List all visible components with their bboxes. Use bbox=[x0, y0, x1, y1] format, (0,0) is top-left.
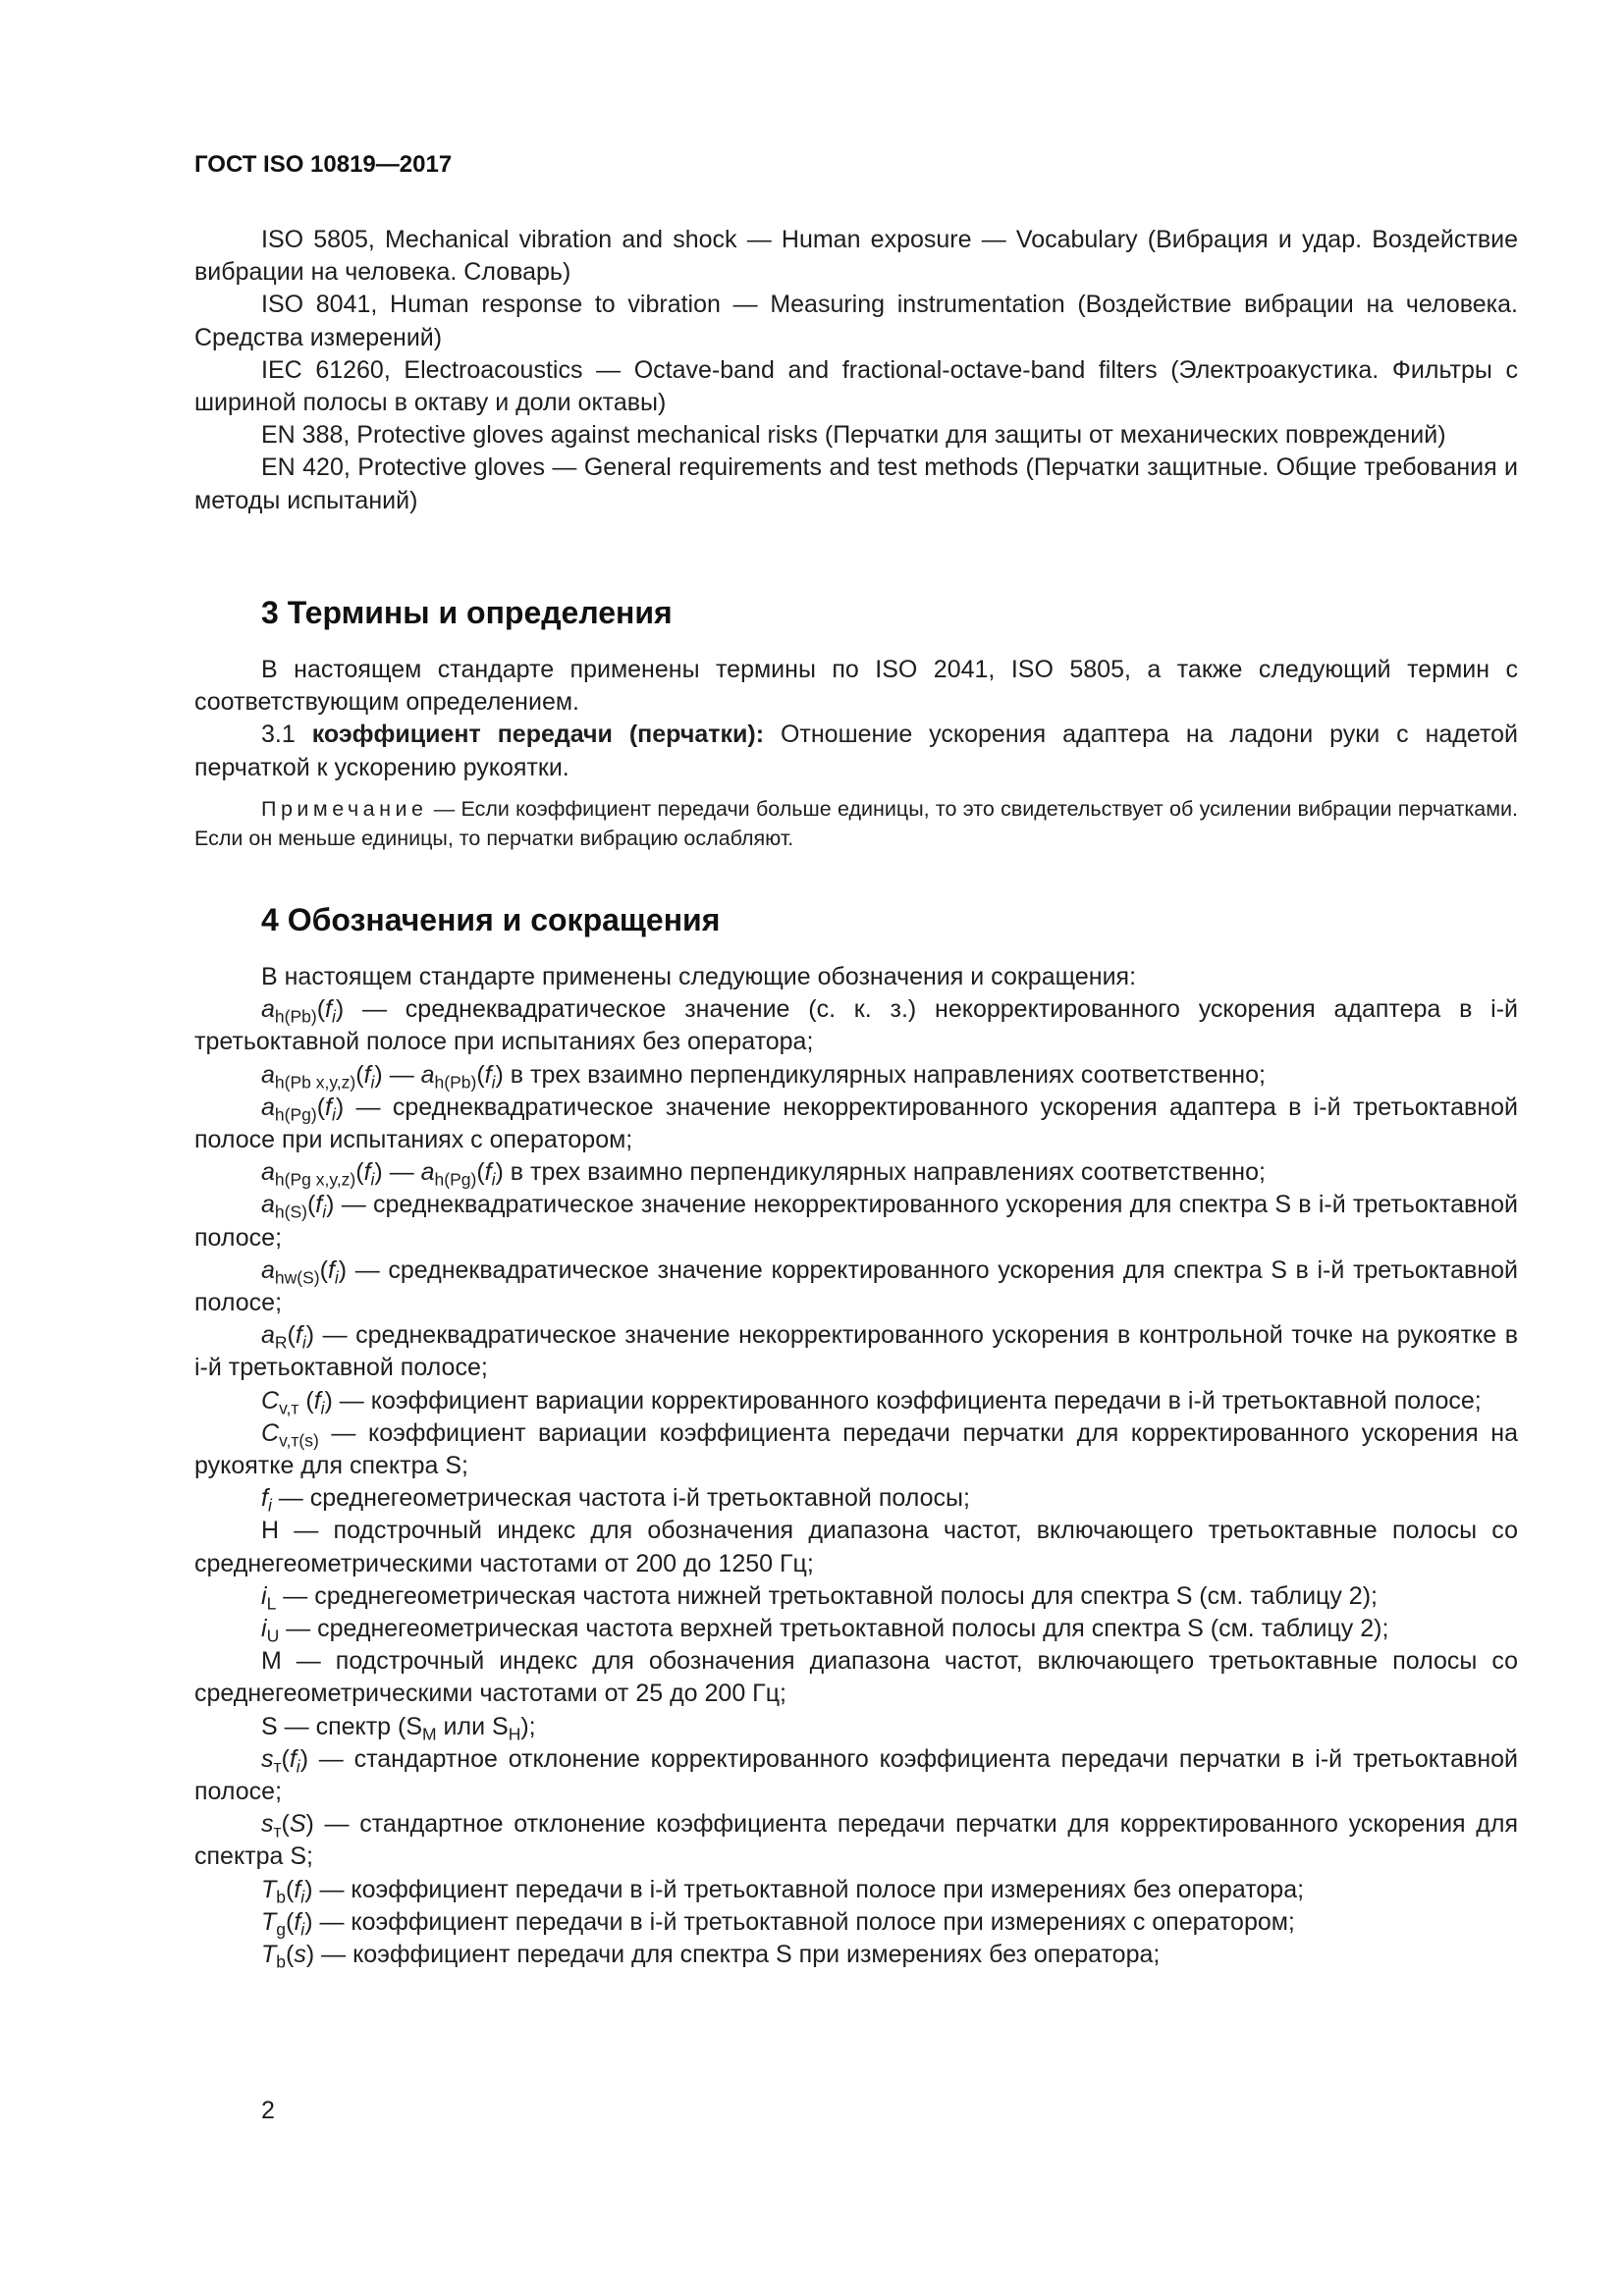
normative-references bbox=[194, 224, 1518, 517]
term-number: 3.1 bbox=[261, 721, 296, 749]
symbol-entry: $C_{v,т}$ $(f_i)$ — коэффициент вариации корректированного коэффициента передачи в i-й третьоктавной полосе; bbox=[261, 1386, 1482, 1417]
symbol-entry: $s_т(S)$ — стандартное отклонение коэффициента передачи перчатки для корректированного ускорения для спектра S; bbox=[194, 1810, 1518, 1871]
symbol-entry: $T_b(s)$ — коэффициент передачи для спектра S при измерениях без оператора; bbox=[261, 1941, 1161, 1972]
reference-item: EN 388, Protective gloves against mechanical risks (Перчатки для защиты от механических повреждений) bbox=[261, 421, 1446, 450]
section-4-intro: В настоящем стандарте применены следующие обозначения и сокращения: bbox=[261, 963, 1137, 990]
symbol-entry: М — подстрочный индекс для обозначения диапазона частот, включающего третьоктавные полосы со среднегеометрическими частотами от 25 до 200 Гц; bbox=[194, 1647, 1518, 1708]
term-definition bbox=[194, 719, 1518, 783]
section-4-body bbox=[194, 961, 1518, 1971]
symbol-entry: Н — подстрочный индекс для обозначения диапазона частот, включающего третьоктавные полосы со среднегеометрическими частотами от 200 до 1250 Гц; bbox=[194, 1517, 1518, 1577]
symbol-entry: $f_i$ — среднегеометрическая частота i-й третьоктавной полосы; bbox=[261, 1484, 970, 1516]
section-3-body bbox=[194, 654, 1518, 854]
note bbox=[194, 794, 1518, 854]
symbol-entry: $i_L$ — среднегеометрическая частота нижней третьоктавной полосы для спектра S (см. таблицу 2); bbox=[261, 1581, 1378, 1614]
page-number: 2 bbox=[261, 2097, 275, 2124]
symbol-entry: $i_U$ — среднегеометрическая частота верхней третьоктавной полосы для спектра S (см. таблицу 2); bbox=[261, 1615, 1389, 1646]
document-header: ГОСТ ISO 10819—2017 bbox=[194, 151, 453, 178]
reference-item: ISO 8041, Human response to vibration — Measuring instrumentation (Воздействие вибрации на человека. Средства измерений) bbox=[194, 291, 1518, 351]
symbol-entry: S — спектр ($S_М$ или $S_Н$); bbox=[261, 1712, 536, 1743]
symbol-entry: $a_{h(Pg)}(f_i)$ — среднеквадратическое значение некорректированного ускорения адаптера в i-й третьоктавной полосе при испытаниях с оператором; bbox=[194, 1093, 1518, 1154]
note-label: Примечание bbox=[261, 796, 428, 821]
symbol-entry: $a_{h(Pb)}(f_i)$ — среднеквадратическое значение (с. к. з.) некорректированного ускорения адаптера в i-й третьоктавной полосе при испытаниях без оператора; bbox=[194, 995, 1518, 1056]
section-3-intro: В настоящем стандарте применены термины по ISO 2041, ISO 5805, а также следующий термин с соответствующим определением. bbox=[194, 656, 1518, 717]
note-text: — Если коэффициент передачи больше единицы, то это свидетельствует об усилении вибрации перчатками. Если он меньше единицы, то перчатки вибрацию ослабляют. bbox=[194, 796, 1518, 851]
symbol-entry: $a_R(f_i)$ — среднеквадратическое значение некорректированного ускорения в контрольной точке на рукоятке в i-й третьоктавной полосе; bbox=[194, 1321, 1518, 1382]
reference-item: ISO 5805, Mechanical vibration and shock — Human exposure — Vocabulary (Вибрация и удар. Воздействие вибрации на человека. Словарь) bbox=[194, 226, 1518, 287]
symbol-entry: $T_g(f_i)$ — коэффициент передачи в i-й третьоктавной полосе при измерениях с оператором; bbox=[261, 1907, 1295, 1940]
section-3-heading: 3 Термины и определения bbox=[261, 595, 673, 630]
term-name: коэффициент передачи (перчатки): bbox=[311, 721, 765, 749]
symbol-entry: $a_{h(Pg x,y,z)}(f_i)$ — $a_{h(Pg)}(f_i)$ в трех взаимно перпендикулярных направлениях соответственно; bbox=[261, 1158, 1266, 1190]
term-definition-text: Отношение ускорения адаптера на ладони руки с надетой перчаткой к ускорению рукоятки. bbox=[194, 721, 1519, 781]
reference-item: IEC 61260, Electroacoustics — Octave-band and fractional-octave-band filters (Электроакустика. Фильтры с шириной полосы в октаву и доли октавы) bbox=[194, 355, 1518, 417]
symbol-entry: $a_{h(Pb x,y,z)}(f_i)$ — $a_{h(Pb)}(f_i)$ в трех взаимно перпендикулярных направлениях соответственно; bbox=[261, 1060, 1266, 1092]
section-4-heading: 4 Обозначения и сокращения bbox=[261, 902, 721, 937]
symbol-entry: $T_b(f_i)$ — коэффициент передачи в i-й третьоктавной полосе при измерениях без оператора; bbox=[261, 1875, 1305, 1906]
symbol-entry: $s_т(f_i)$ — стандартное отклонение корректированного коэффициента передачи перчатки в i-й третьоктавной полосе; bbox=[194, 1744, 1518, 1806]
symbol-entry: $a_{h(S)}(f_i)$ — среднеквадратическое значение некорректированного ускорения для спектра S в i-й третьоктавной полосе; bbox=[194, 1191, 1518, 1252]
reference-item: EN 420, Protective gloves — General requirements and test methods (Перчатки защитные. Общие требования и методы испытаний) bbox=[194, 454, 1518, 514]
symbol-entry: $a_{hw(S)}(f_i)$ — среднеквадратическое значение корректированного ускорения для спектра S в i-й третьоктавной полосе; bbox=[194, 1255, 1518, 1317]
symbol-entry: $C_{v,т(s)}$ — коэффициент вариации коэффициента передачи перчатки для корректированного ускорения на рукоятке для спектра S; bbox=[194, 1418, 1518, 1480]
